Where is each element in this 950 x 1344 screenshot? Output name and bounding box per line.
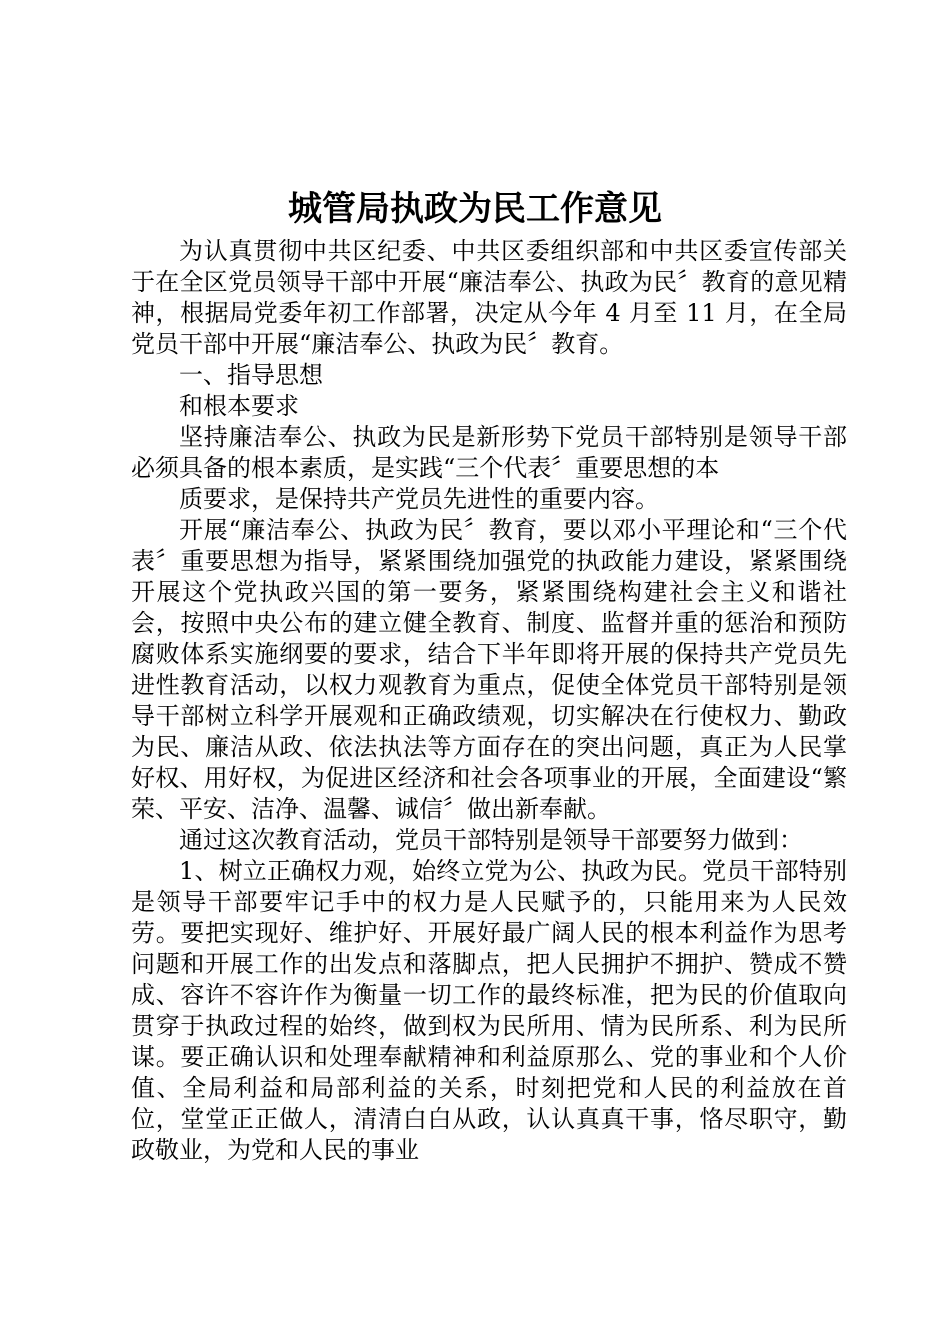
paragraph-intro: 为认真贯彻中共区纪委、中共区委组织部和中共区委宣传部关于在全区党员领导干部中开展“廉洁奉公、执政为民〞教育的意见精神，根据局党委年初工作部署，决定从今年 4 月至 11 月，在全局党员干部中开展“廉洁奉公、执政为民〞教育。 xyxy=(131,237,847,358)
paragraph-goals-intro: 通过这次教育活动，党员干部特别是领导干部要努力做到： xyxy=(179,826,803,854)
paragraph-education-campaign: 开展“廉洁奉公、执政为民〞教育，要以邓小平理论和“三个代表〞重要思想为指导，紧紧围绕加强党的执政能力建设，紧紧围绕开展这个党执政兴国的第一要务，紧紧围绕构建社会主义和谐社会，按照中央公布的建立健全教育、制度、监督并重的惩治和预防腐败体系实施纲要的要求，结合下半年即将开展的保持共产党员先进性教育活动，以权力观教育为重点，促使全体党员干部特别是领导干部树立科学开展观和正确政绩观，切实解决在行使权力、勤政为民、廉洁从政、依法执法等方面存在的突出问题，真正为人民掌好权、用好权，为促进区经济和社会各项事业的开展，全面建设“繁荣、平安、洁净、温馨、诚信〞做出新奉献。 xyxy=(131,516,847,823)
paragraph-principle: 坚持廉洁奉公、执政为民是新形势下党员干部特别是领导干部必须具备的根本素质，是实践“三个代表〞重要思想的本 xyxy=(131,423,847,482)
paragraph-principle-continued: 质要求，是保持共产党员先进性的重要内容。 xyxy=(179,485,659,513)
paragraph-goal-1: 1、树立正确权力观，始终立党为公、执政为民。党员干部特别是领导干部要牢记手中的权力是人民赋予的，只能用来为人民效劳。要把实现好、维护好、开展好最广阔人民的根本利益作为思考问题和开展工作的出发点和落脚点，把人民拥护不拥护、赞成不赞成、容许不容许作为衡量一切工作的最终标准，把为民的价值取向贯穿于执政过程的始终，做到权为民所用、情为民所系、利为民所谋。要正确认识和处理奉献精神和利益原那么、党的事业和个人价值、全局利益和局部利益的关系，时刻把党和人民的利益放在首位，堂堂正正做人，清清白白从政，认认真真干事，恪尽职守，勤政敬业，为党和人民的事业 xyxy=(131,857,847,1164)
document-body xyxy=(131,236,847,1166)
heading-guiding-thought: 一、指导思想 xyxy=(179,361,323,389)
document-title: 城管局执政为民工作意见 xyxy=(288,189,662,229)
heading-basic-requirements: 和根本要求 xyxy=(179,392,299,420)
